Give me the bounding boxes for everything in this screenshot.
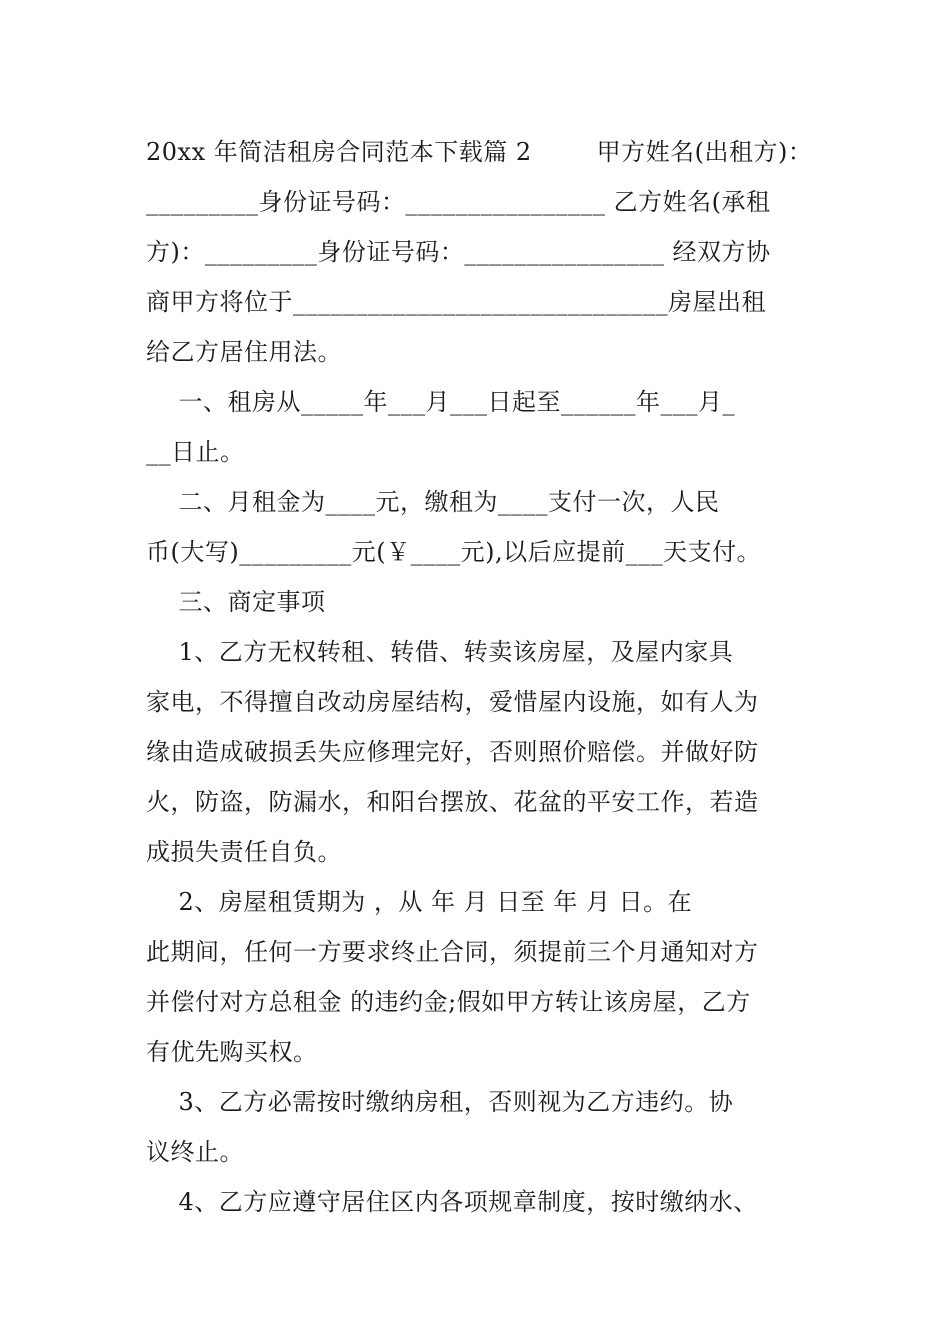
text-line: 币(大写)_________元(￥____元),以后应提前___天支付。 [146,538,762,566]
text-line: 家电，不得擅自改动房屋结构，爱惜屋内设施，如有人为 [146,688,759,716]
text-line: 有优先购买权。 [146,1038,318,1066]
text-line: 成损失责任自负。 [146,838,342,866]
text-line: 3、乙方必需按时缴纳房租，否则视为乙方违约。协 [146,1088,734,1116]
text-line: 方)：_________身份证号码：________________ 经双方协 [146,238,771,266]
text-line: 给乙方居住用法。 [146,338,342,366]
text-line: __日止。 [146,438,245,466]
text-line: 商甲方将位于______________________________房屋出租 [146,288,766,316]
text-line: 4、乙方应遵守居住区内各项规章制度，按时缴纳水、 [146,1188,758,1216]
text-line: 1、乙方无权转租、转借、转卖该房屋，及屋内家具 [146,638,734,666]
text-line: 此期间，任何一方要求终止合同，须提前三个月通知对方 [146,938,759,966]
text-line: 20xx 年简洁租房合同范本下载篇 2 甲方姓名(出租方)： [146,138,813,166]
text-line: 三、商定事项 [146,588,326,616]
text-line: 火，防盗，防漏水，和阳台摆放、花盆的平安工作，若造 [146,788,759,816]
text-line: 缘由造成破损丢失应修理完好，否则照价赔偿。并做好防 [146,738,759,766]
text-line: 议终止。 [146,1138,244,1166]
text-line: 二、月租金为____元，缴租为____支付一次，人民 [146,488,720,516]
text-line: 并偿付对方总租金 的违约金;假如甲方转让该房屋，乙方 [146,988,751,1016]
text-line: _________身份证号码：________________ 乙方姓名(承租 [146,188,771,216]
text-line: 2、房屋租赁期为 ，从 年 月 日至 年 月 日。在 [146,888,693,916]
text-line: 一、租房从_____年___月___日起至______年___月_ [146,388,736,416]
